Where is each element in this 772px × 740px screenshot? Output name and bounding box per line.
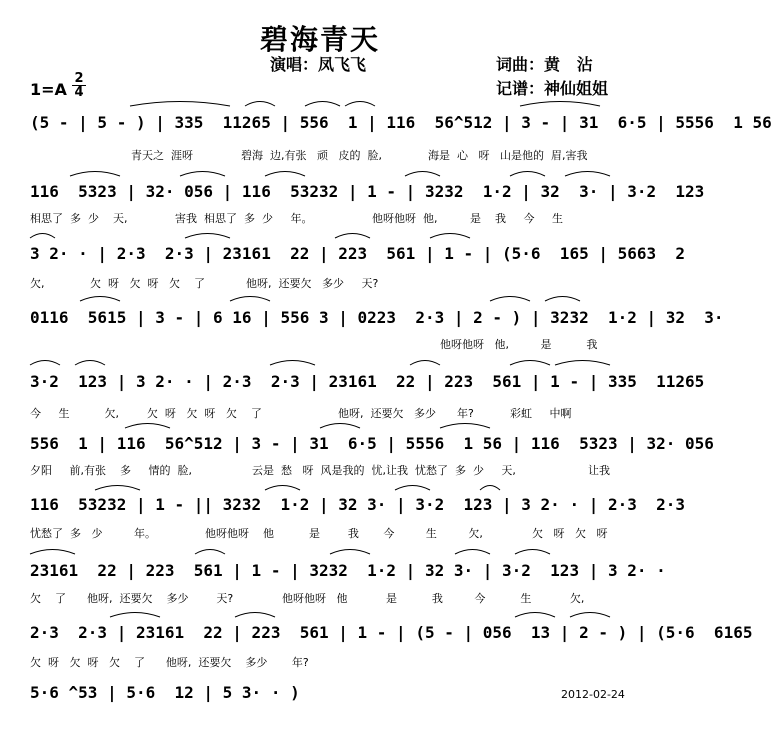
notation-row: (5 - | 5 - ) | 335 11265 | 556 1 | 116 56^512 | 3 - | 31 6·5 | 5556 1 56 — [30, 113, 772, 132]
lyric-line: 害我 相思了 多 少 年。 — [175, 212, 313, 225]
lyric-line: 云是 愁 呀 风是我的 忧,让我 忧愁了 多 少 天, — [252, 464, 516, 477]
lyric-line: 相思了 多 少 天, — [30, 212, 128, 225]
lyric-line: 让我 — [588, 464, 610, 477]
lyric-line: 海是 心 呀 山是他的 眉,害我 — [428, 149, 588, 162]
notation-row: 5·6 ^53 | 5·6 12 | 5 3· · ) — [30, 683, 300, 702]
notation-row: 0116 5615 | 3 - | 6 16 | 556 3 | 0223 2·3 | 2 - ) | 3232 1·2 | 32 3· — [30, 308, 724, 327]
date-stamp: 2012-02-24 — [561, 688, 625, 701]
singer-credit: 演唱：凤飞飞 — [270, 55, 367, 74]
notation-row: 116 5323 | 32· 056 | 116 53232 | 1 - | 3232 1·2 | 32 3· | 3·2 123 — [30, 182, 705, 201]
lyric-line: 他呀他呀 他, 是 我 — [440, 338, 598, 351]
lyric-line: 是 我 今 生 — [470, 212, 563, 225]
lyricist-credit: 词曲：黄 沾 — [496, 55, 593, 74]
song-title: 碧海青天 — [259, 23, 380, 56]
lyric-line: 他呀他呀 他 是 我 今 生 欠, — [282, 592, 585, 605]
lyric-line: 欠 呀 欠 呀 — [532, 527, 608, 540]
lyric-line: 他呀他呀 他, — [372, 212, 438, 225]
lyric-line: 欠 呀 欠 呀 欠 了 他呀, 还要欠 多少 年? — [30, 656, 309, 669]
lyric-line: 今 生 欠, 欠 呀 欠 呀 欠 了 — [30, 407, 262, 420]
lyric-line: 他呀, 还要欠 多少 年? — [338, 407, 474, 420]
lyric-line: 欠 了 他呀, 还要欠 多少 天? — [30, 592, 234, 605]
transcriber-credit: 记谱：神仙姐姐 — [496, 79, 609, 98]
notation-row: 23161 22 | 223 561 | 1 - | 3232 1·2 | 32 3· | 3·2 123 | 3 2· · — [30, 561, 666, 580]
time-sig-denominator: 4 — [74, 85, 84, 100]
time-sig-numerator: 2 — [72, 72, 86, 86]
lyric-line: 欠 呀 欠 呀 欠 了 — [90, 277, 205, 290]
lyric-line: 碧海 边,有张 顽 皮的 脸, — [241, 149, 382, 162]
key-signature: 1=A — [30, 80, 67, 99]
notation-row: 3 2· · | 2·3 2·3 | 23161 22 | 223 561 | 1 - | (5·6 165 | 5663 2 — [30, 244, 686, 263]
lyric-line: 欠, — [30, 277, 45, 290]
notation-row: 3·2 123 | 3 2· · | 2·3 2·3 | 23161 22 | 223 561 | 1 - | 335 11265 — [30, 372, 705, 391]
lyric-line: 忧愁了 多 少 年。 — [30, 527, 156, 540]
lyric-line: 夕阳 前,有张 多 情的 脸, — [30, 464, 192, 477]
notation-row: 556 1 | 116 56^512 | 3 - | 31 6·5 | 5556 1 56 | 116 5323 | 32· 056 — [30, 434, 714, 453]
notation-row: 2·3 2·3 | 23161 22 | 223 561 | 1 - | (5 - | 056 13 | 2 - ) | (5·6 6165 — [30, 623, 753, 642]
lyric-line: 彩虹 中啊 — [510, 407, 572, 420]
lyric-line: 青天之 涯呀 — [131, 149, 193, 162]
notation-row: 116 53232 | 1 - || 3232 1·2 | 32 3· | 3·2 123 | 3 2· · | 2·3 2·3 — [30, 495, 686, 514]
lyric-line: 他呀, 还要欠 多少 天? — [246, 277, 379, 290]
lyric-line: 他呀他呀 他 是 我 今 生 欠, — [205, 527, 483, 540]
